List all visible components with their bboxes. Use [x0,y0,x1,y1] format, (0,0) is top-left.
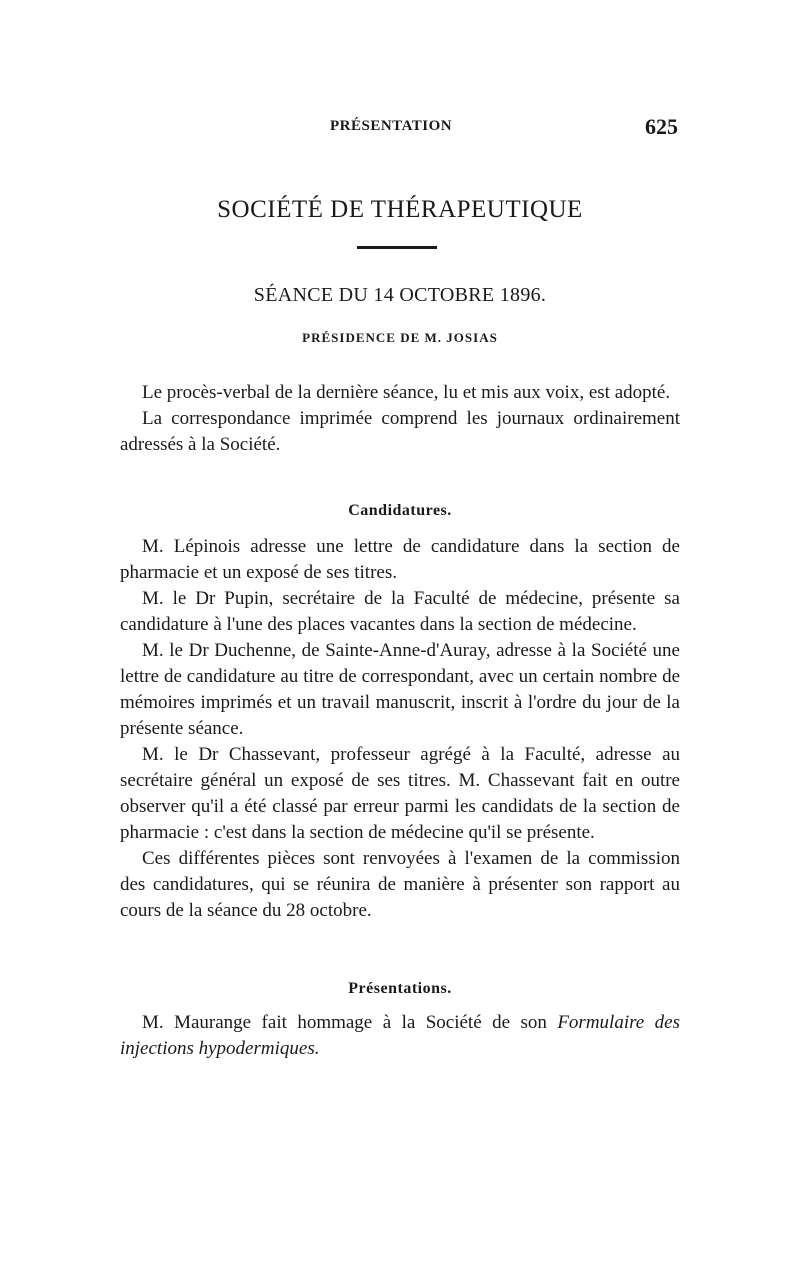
presidency-line: PRÉSIDENCE DE M. JOSIAS [302,330,498,345]
page-number: 625 [645,114,678,139]
presentation-text: M. Maurange fait hommage à la Société de son [142,1012,558,1033]
presentations-heading: Présentations. [348,980,452,997]
society-title: SOCIÉTÉ DE THÉRAPEUTIQUE [217,196,583,223]
candidature-paragraph-5: Ces différentes pièces sont renvoyées à l'examen de la commission des candidatures, qui se réunira de manière à présenter son rapport au cours de la séance du 28 octobre. [120,848,680,921]
running-title: PRÉSENTATION [330,118,453,134]
candidature-paragraph-1: M. Lépinois adresse une lettre de candidature dans la section de pharmacie et un exposé de ses titres. [120,536,680,583]
presentation-paragraph-1 [120,1010,680,1062]
presentations-section [120,1010,680,1062]
candidature-paragraph-3: M. le Dr Duchenne, de Sainte-Anne-d'Auray, adresse à la Société une lettre de candidature au titre de correspondant, avec un certain nombre de mémoires imprimés et un travail manuscrit, inscrit à l'ordre du jour de la présente séance. [120,640,680,739]
running-header [0,114,800,142]
intro-paragraph-2: La correspondance imprimée comprend les journaux ordinairement adressés à la Société. [120,408,680,455]
intro-section [120,380,680,458]
candidatures-section [120,534,680,924]
candidatures-heading: Candidatures. [348,502,452,519]
candidature-paragraph-2: M. le Dr Pupin, secrétaire de la Faculté de médecine, présente sa candidature à l'une des places vacantes dans la section de médecine. [120,588,680,635]
book-title: Formulaire des injections hypodermiques. [120,1012,680,1059]
candidature-paragraph-4: M. le Dr Chassevant, professeur agrégé à la Faculté, adresse au secrétaire général un exposé de ses titres. M. Chassevant fait en outre observer qu'il a été classé par erreur parmi les candidats de la section de pharmacie : c'est dans la section de médecine qu'il se présente. [120,744,680,843]
intro-paragraph-1: Le procès-verbal de la dernière séance, lu et mis aux voix, est adopté. [142,382,671,403]
title-rule [357,246,437,249]
session-date: SÉANCE DU 14 OCTOBRE 1896. [253,284,547,306]
